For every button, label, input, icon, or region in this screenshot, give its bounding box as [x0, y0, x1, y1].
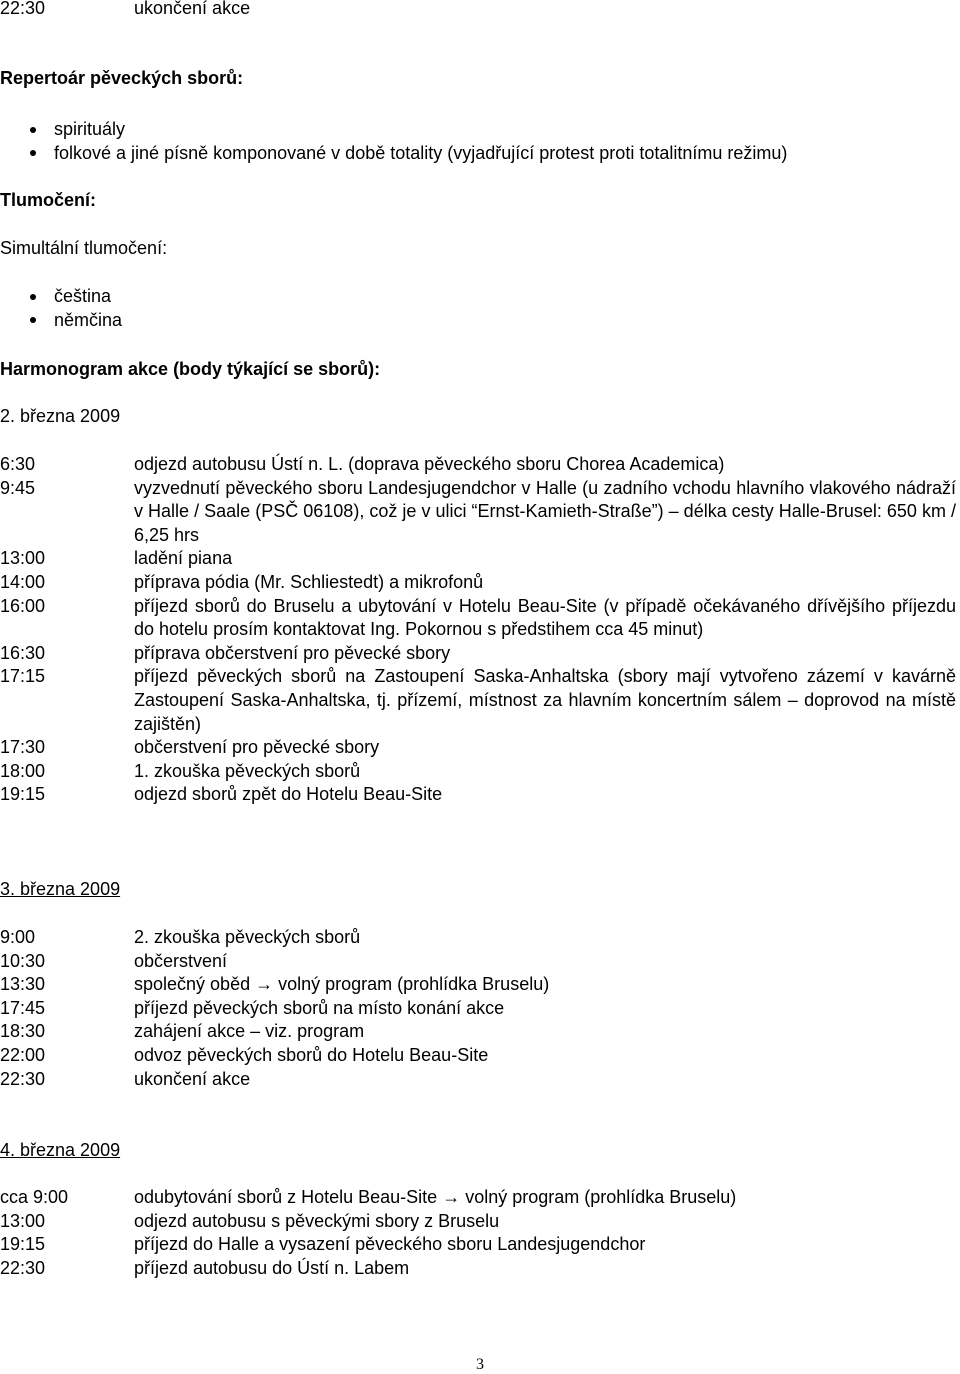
row-time: 14:00 — [0, 571, 46, 592]
list-item-text: spirituály — [54, 119, 126, 139]
schedule-row — [0, 1020, 958, 1044]
list-item-text: folkové a jiné písně komponované v době totality (vyjadřující protest proti totalitnímu režimu) — [54, 142, 788, 163]
row-text: příjezd sborů do Bruselu a ubytování v Hotelu Beau-Site (v případě očekávaného dřívějšího příjezdu do hotelu prosím kontaktovat Ing. Pokornou s předstihem cca 45 minut) — [134, 595, 956, 640]
bullet-icon — [30, 150, 36, 156]
row-time: 16:30 — [0, 642, 46, 663]
schedule-row — [0, 1186, 958, 1210]
row-text: občerstvení pro pěvecké sbory — [134, 737, 380, 758]
schedule-row — [0, 571, 958, 595]
schedule-row — [0, 783, 958, 807]
schedule-row — [0, 760, 958, 784]
row-time: 13:00 — [0, 1210, 46, 1231]
row-time: 16:00 — [0, 595, 46, 616]
day1-date: 2. března 2009 — [0, 406, 121, 426]
schedule-row — [0, 665, 958, 736]
row-text: odjezd autobusu s pěveckými sbory z Bruselu — [134, 1210, 500, 1231]
row-text: 2. zkouška pěveckých sborů — [134, 927, 361, 947]
row-time: 19:15 — [0, 1234, 46, 1255]
interpreting-heading: Tlumočení: — [0, 190, 97, 210]
row-time: 9:00 — [0, 927, 36, 947]
row-time: 22:30 — [0, 0, 46, 18]
row-text: příprava občerstvení pro pěvecké sbory — [134, 642, 451, 663]
list-item — [0, 118, 958, 142]
list-item — [0, 309, 958, 333]
row-text: 1. zkouška pěveckých sborů — [134, 760, 361, 781]
row-time: 6:30 — [0, 454, 36, 474]
row-time: 19:15 — [0, 784, 46, 805]
row-time: 10:30 — [0, 950, 46, 971]
row-time: 22:00 — [0, 1044, 46, 1065]
row-text: odubytování sborů z Hotelu Beau-Site → volný program (prohlídka Bruselu) — [134, 1187, 737, 1207]
row-text: příjezd do Halle a vysazení pěveckého sboru Landesjugendchor — [134, 1234, 646, 1255]
day2-date: 3. března 2009 — [0, 879, 121, 899]
list-item-text: němčina — [54, 309, 123, 330]
interpreting-subheading: Simultální tlumočení: — [0, 238, 168, 258]
schedule-row — [0, 1257, 958, 1281]
row-text: odjezd sborů zpět do Hotelu Beau-Site — [134, 784, 443, 805]
row-text: příprava pódia (Mr. Schliestedt) a mikrofonů — [134, 571, 484, 592]
row-time: 17:45 — [0, 997, 46, 1018]
row-time: 18:30 — [0, 1021, 46, 1042]
list-item — [0, 142, 958, 166]
schedule-row — [0, 1044, 958, 1068]
row-text: společný oběd → volný program (prohlídka Bruselu) — [134, 974, 550, 995]
schedule-row — [0, 1068, 958, 1092]
row-text: vyzvednutí pěveckého sboru Landesjugendchor v Halle (u zadního vchodu hlavního vlakového nádraží v Halle / Saale (PSČ 06108), což je v ulici “Ernst-Kamieth-Straße”) – délka cesty Halle-Brusel: 650 km / 6,25 hrs — [134, 477, 956, 545]
schedule-row — [0, 547, 958, 571]
schedule-row — [0, 453, 958, 477]
day3-date: 4. března 2009 — [0, 1140, 121, 1160]
schedule-heading: Harmonogram akce (body týkající se sborů): — [0, 359, 381, 379]
row-text: zahájení akce – viz. program — [134, 1021, 365, 1042]
row-time: 18:00 — [0, 760, 46, 781]
page-number: 3 — [476, 1356, 484, 1373]
repertoire-heading: Repertoár pěveckých sborů: — [0, 68, 244, 88]
row-text: ukončení akce — [134, 0, 251, 18]
list-item — [0, 285, 958, 309]
repertoire-list — [0, 118, 958, 165]
bullet-icon — [30, 317, 36, 323]
row-text: příjezd autobusu do Ústí n. Labem — [134, 1257, 410, 1278]
list-item-text: čeština — [54, 286, 112, 306]
row-text: odjezd autobusu Ústí n. L. (doprava pěveckého sboru Chorea Academica) — [134, 454, 725, 474]
row-text: občerstvení — [134, 950, 228, 971]
schedule-row — [0, 477, 958, 548]
row-text: příjezd pěveckých sborů na místo konání akce — [134, 997, 505, 1018]
day3-schedule — [0, 1186, 958, 1280]
language-list — [0, 285, 958, 332]
row-text: ukončení akce — [134, 1068, 251, 1089]
schedule-row — [0, 973, 958, 997]
row-time: 22:30 — [0, 1068, 46, 1089]
day2-schedule — [0, 926, 958, 1091]
schedule-row — [0, 642, 958, 666]
row-text: příjezd pěveckých sborů na Zastoupení Saska-Anhaltska (sbory mají vytvořeno zázemí v kavárně Zastoupení Saska-Anhaltska, tj. přízemí, místnost za hlavním koncertním sálem – doprovod na místě zajištěn) — [134, 666, 956, 734]
day1-schedule — [0, 453, 958, 807]
row-time: 13:30 — [0, 974, 46, 995]
row-time: 9:45 — [0, 477, 36, 498]
schedule-row — [0, 950, 958, 974]
schedule-row — [0, 1233, 958, 1257]
schedule-row — [0, 736, 958, 760]
row-time: 17:30 — [0, 737, 46, 758]
row-time: 13:00 — [0, 548, 46, 569]
row-text: ladění piana — [134, 548, 233, 569]
bullet-icon — [30, 127, 36, 133]
top-schedule-row — [0, 0, 958, 21]
row-time: 22:30 — [0, 1257, 46, 1278]
schedule-row — [0, 926, 958, 950]
row-text: odvoz pěveckých sborů do Hotelu Beau-Site — [134, 1044, 489, 1065]
row-time: 17:15 — [0, 666, 46, 687]
schedule-row — [0, 997, 958, 1021]
bullet-icon — [30, 294, 36, 300]
schedule-row — [0, 1210, 958, 1234]
schedule-row — [0, 595, 958, 642]
row-time: cca 9:00 — [0, 1187, 69, 1207]
